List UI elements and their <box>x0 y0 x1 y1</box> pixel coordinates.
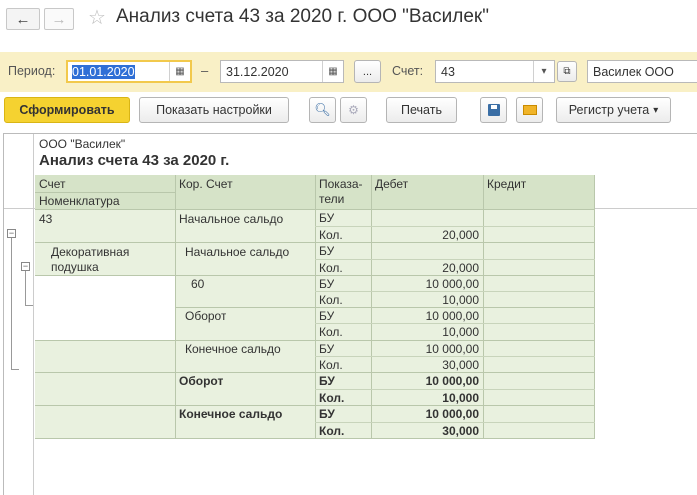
header-nomenclature: Номенклатура <box>39 194 120 208</box>
indicator-kol: Кол. <box>319 261 343 275</box>
indicator-bu: БУ <box>319 342 335 356</box>
debit-value: 10 000,00 <box>425 309 479 323</box>
debit-value: 10,000 <box>442 391 479 405</box>
date-from-field[interactable] <box>66 60 192 83</box>
indicator-bu: БУ <box>319 211 335 225</box>
envelope-icon <box>523 105 537 115</box>
star-icon[interactable]: ☆ <box>88 7 106 29</box>
print-button[interactable]: Печать <box>386 97 457 123</box>
indicator-kol: Кол. <box>319 325 343 339</box>
search-icon: 🔍︎ <box>314 102 331 117</box>
back-button[interactable] <box>6 8 40 30</box>
search-settings-button[interactable] <box>340 97 367 123</box>
row-nomenclature-1: Декоративная <box>51 245 130 259</box>
header-account: Счет <box>39 177 66 191</box>
calendar-icon[interactable]: ▦ <box>169 62 190 81</box>
account-field[interactable]: 43 ▾ <box>435 60 555 83</box>
report-org: ООО "Василек" <box>39 137 126 151</box>
report-table <box>35 175 595 439</box>
indicator-bu: БУ <box>319 374 335 388</box>
show-settings-button[interactable]: Показать настройки <box>139 97 289 123</box>
debit-value: 20,000 <box>442 228 479 242</box>
period-label: Период: <box>8 64 56 78</box>
collapse-group-icon[interactable]: − <box>22 261 29 271</box>
indicator-kol: Кол. <box>319 358 343 372</box>
indicator-kol: Кол. <box>319 293 343 307</box>
chevron-down-icon: ▾ <box>653 104 659 116</box>
collapse-group-icon[interactable]: − <box>8 228 15 238</box>
debit-value: 10,000 <box>442 325 479 339</box>
header-indicators-2: тели <box>319 192 345 206</box>
open-account-button[interactable] <box>557 61 577 82</box>
debit-value: 10 000,00 <box>425 374 479 388</box>
header-credit: Кредит <box>487 177 527 191</box>
row-corr-60: 60 <box>191 277 205 291</box>
report-title: Анализ счета 43 за 2020 г. <box>39 152 230 169</box>
total-closing: Конечное сальдо <box>179 407 283 421</box>
period-dash: – <box>201 63 209 78</box>
indicator-bu: БУ <box>319 244 335 258</box>
floppy-disk-icon <box>488 104 500 116</box>
total-turnover: Оборот <box>179 374 224 388</box>
account-label: Счет: <box>392 64 424 78</box>
indicator-bu: БУ <box>319 309 335 323</box>
debit-value: 30,000 <box>442 424 479 438</box>
header-debit: Дебет <box>375 177 409 191</box>
debit-value: 10 000,00 <box>425 407 479 421</box>
indicator-bu: БУ <box>319 407 335 421</box>
row-turnover: Оборот <box>185 309 227 323</box>
date-from-value: 01.01.2020 <box>72 64 135 79</box>
ruler-line <box>33 134 34 495</box>
calendar-icon[interactable]: ▦ <box>322 61 343 82</box>
debit-value: 10,000 <box>442 293 479 307</box>
open-link-icon: ⧉ <box>563 66 571 77</box>
save-button[interactable] <box>480 97 507 123</box>
email-button[interactable] <box>516 97 543 123</box>
period-select-button[interactable]: ... <box>354 60 381 83</box>
indicator-kol: Кол. <box>319 228 343 242</box>
header-indicators-1: Показа- <box>319 177 363 191</box>
debit-value: 10 000,00 <box>425 277 479 291</box>
tree-line <box>25 271 26 306</box>
row-nomenclature-2: подушка <box>51 260 99 274</box>
debit-value: 20,000 <box>442 261 479 275</box>
arrow-right-icon: → <box>51 10 67 28</box>
indicator-kol: Кол. <box>319 391 345 405</box>
search-gear-icon: ⚙ <box>348 103 359 117</box>
indicator-kol: Кол. <box>319 424 345 438</box>
organization-field[interactable]: Василек ООО <box>587 60 697 83</box>
row-sub-opening: Начальное сальдо <box>185 245 290 259</box>
debit-value: 10 000,00 <box>425 342 479 356</box>
register-label: Регистр учета <box>568 103 650 117</box>
search-button[interactable] <box>309 97 336 123</box>
register-button[interactable] <box>556 97 671 123</box>
row-opening-balance: Начальное сальдо <box>179 212 284 226</box>
indicator-bu: БУ <box>319 277 335 291</box>
row-account: 43 <box>39 212 53 226</box>
generate-button[interactable]: Сформировать <box>4 97 130 123</box>
forward-button[interactable] <box>44 8 74 30</box>
tree-line <box>11 238 12 370</box>
debit-value: 30,000 <box>442 358 479 372</box>
row-closing: Конечное сальдо <box>185 342 281 356</box>
arrow-left-icon: ← <box>15 10 31 28</box>
header-corr-account: Кор. Счет <box>179 177 233 191</box>
date-to-field[interactable]: 31.12.2020 ▦ <box>220 60 344 83</box>
chevron-down-icon[interactable]: ▾ <box>533 61 554 82</box>
tree-line <box>11 369 19 370</box>
tree-line <box>25 305 33 306</box>
page-title: Анализ счета 43 за 2020 г. ООО "Василек" <box>116 6 489 27</box>
